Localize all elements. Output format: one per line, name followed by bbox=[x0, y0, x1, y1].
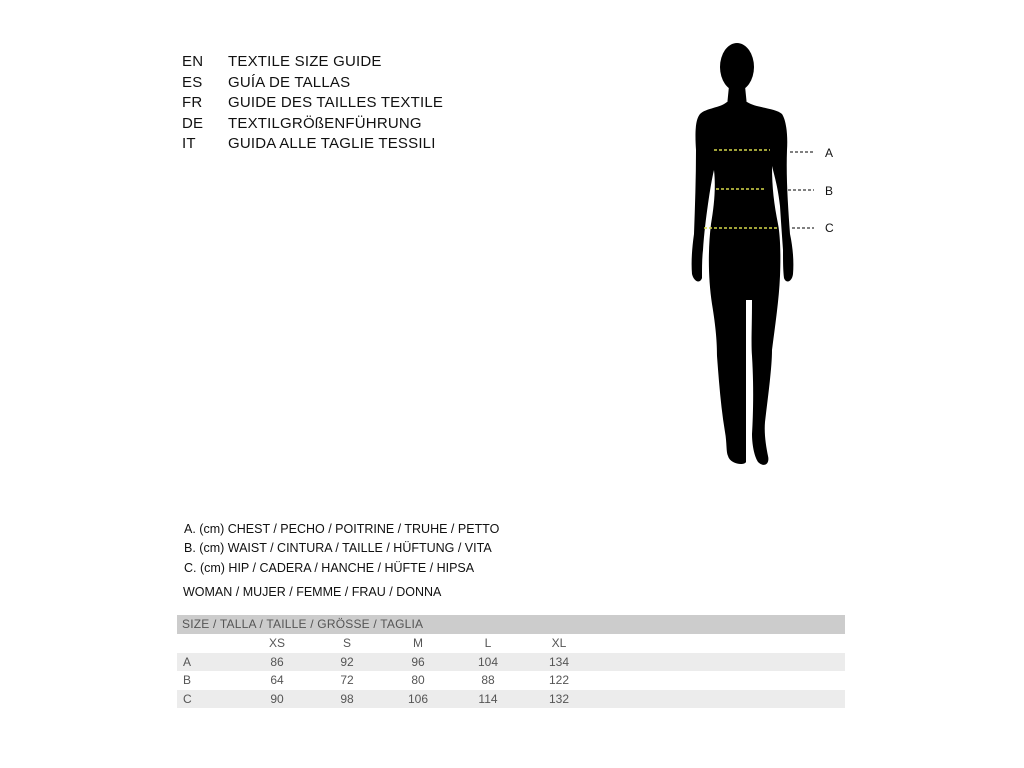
title-text: GUIDE DES TAILLES TEXTILE bbox=[228, 94, 444, 111]
language-code: EN bbox=[182, 53, 204, 70]
table-cell: 92 bbox=[340, 654, 354, 669]
measurement-legend bbox=[184, 520, 499, 578]
title-row-en bbox=[182, 52, 443, 73]
size-m: M bbox=[413, 636, 423, 650]
title-row-es bbox=[182, 73, 443, 94]
title-text: GUÍA DE TALLAS bbox=[228, 73, 351, 91]
table-cell: 134 bbox=[548, 654, 570, 669]
table-cell: 122 bbox=[548, 673, 570, 688]
title-text: TEXTILGRÖßENFÜHRUNG bbox=[228, 114, 422, 132]
title-row-de bbox=[182, 114, 443, 135]
table-cell: 72 bbox=[340, 673, 354, 688]
size-names-row bbox=[177, 634, 845, 653]
table-cell: 86 bbox=[270, 654, 284, 669]
title-block bbox=[182, 52, 443, 155]
table-row bbox=[177, 653, 845, 672]
language-code: DE bbox=[182, 114, 204, 132]
silhouette-body bbox=[692, 102, 794, 465]
row-label: B bbox=[183, 673, 192, 688]
language-code: ES bbox=[182, 73, 203, 91]
table-row bbox=[177, 671, 845, 690]
row-label: C bbox=[183, 691, 192, 706]
title-text: GUIDA ALLE TAGLIE TESSILI bbox=[228, 135, 436, 152]
title-row-it bbox=[182, 134, 443, 155]
table-cell: 114 bbox=[478, 691, 498, 706]
marker-c: C bbox=[825, 221, 834, 235]
row-label: A bbox=[183, 654, 192, 669]
size-s: S bbox=[342, 636, 351, 650]
size-xs: XS bbox=[268, 636, 285, 650]
table-cell: 132 bbox=[548, 691, 570, 706]
table-cell: 104 bbox=[477, 654, 499, 669]
marker-a: A bbox=[825, 146, 834, 160]
table-cell: 96 bbox=[411, 654, 425, 669]
table-row bbox=[177, 690, 845, 709]
title-row-fr bbox=[182, 93, 443, 114]
language-code: FR bbox=[182, 94, 203, 111]
size-table-header: SIZE / TALLA / TAILLE / GRÖSSE / TAGLIA bbox=[177, 615, 845, 634]
legend-chest: A. (cm) CHEST / PECHO / POITRINE / TRUHE / PETTO bbox=[184, 522, 500, 536]
table-cell: 98 bbox=[340, 691, 354, 706]
table-cell: 64 bbox=[270, 673, 284, 688]
gender-label: WOMAN / MUJER / FEMME / FRAU / DONNA bbox=[183, 585, 442, 599]
size-table bbox=[177, 615, 845, 708]
legend-hip: C. (cm) HIP / CADERA / HANCHE / HÜFTE / HIPSA bbox=[184, 560, 475, 575]
legend-waist: B. (cm) WAIST / CINTURA / TAILLE / HÜFTUNG / VITA bbox=[184, 541, 492, 556]
table-cell: 90 bbox=[270, 691, 284, 706]
title-text: TEXTILE SIZE GUIDE bbox=[228, 53, 382, 70]
size-xl: XL bbox=[551, 636, 567, 650]
table-cell: 80 bbox=[411, 673, 425, 688]
woman-silhouette-icon bbox=[692, 43, 794, 465]
marker-b: B bbox=[825, 184, 834, 198]
body-measurement-figure bbox=[686, 38, 846, 470]
size-l: L bbox=[484, 636, 492, 650]
silhouette-head bbox=[720, 43, 754, 91]
table-cell: 88 bbox=[481, 673, 495, 688]
language-code: IT bbox=[182, 135, 196, 152]
table-cell: 106 bbox=[407, 691, 429, 706]
